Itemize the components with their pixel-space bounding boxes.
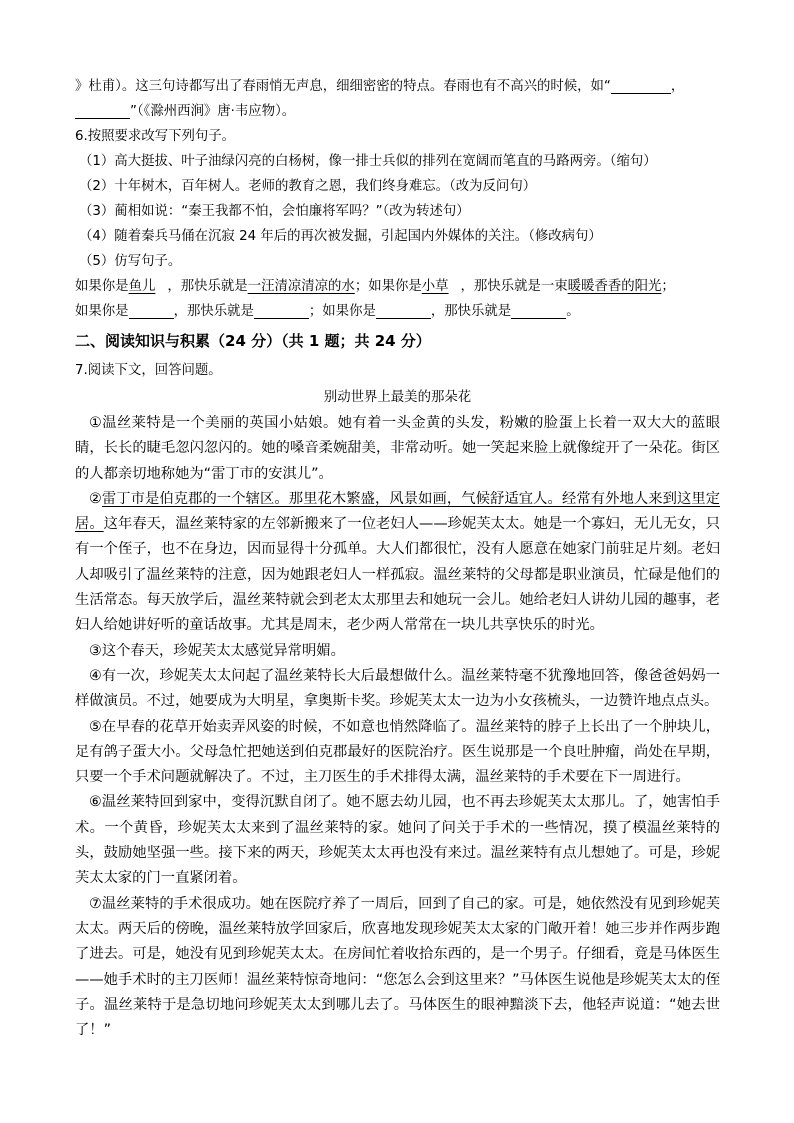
q6-title: 6.按照要求改写下列句子。	[75, 129, 236, 144]
fill-text: ，那快乐就是	[430, 304, 512, 319]
example-text: ，那快乐就是	[167, 279, 248, 294]
example-text: ；	[661, 279, 675, 294]
article-paragraph: ①温丝莱特是一个美丽的英国小姑娘。她有着一头金黄的头发，粉嫩的脸蛋上长着一双大大的蓝眼睛，长长的睫毛忽闪忽闪的。她的嗓音柔婉甜美，非常动听。她一笑起来脸上就像绽开了一朵花。街区的人都亲切地称她为“雷丁市的安淇儿”。	[75, 415, 720, 482]
q6-item-1: （1）高大挺拔、叶子油绿闪亮的白杨树，像一排士兵似的排列在宽阔而笔直的马路两旁。（缩句）	[79, 154, 657, 169]
fill-text: ；如果你是	[308, 304, 376, 319]
q6-item-3: （3）蔺相如说：“秦王我都不怕，会怕廉将军吗？”（改为转述句）	[79, 204, 470, 219]
answer-blank[interactable]	[511, 303, 566, 319]
article-paragraph: ④有一次，珍妮芙太太问起了温丝莱特长大后最想做什么。温丝莱特毫不犹豫地回答，像爸爸妈妈一样做演员。不过，她要成为大明星，拿奥斯卡奖。珍妮芙太太一边为小女孩梳头，一边赞许地点点头。	[75, 667, 720, 710]
article-paragraph: ⑥温丝莱特回到家中，变得沉默自闭了。她不愿去幼儿园，也不再去珍妮芙太太那儿。了，她害怕手术。一个黄昏，珍妮芙太太来到了温丝莱特的家。她问了问关于手术的一些情况，摸了模温丝莱特的头，鼓励她坚强一些。接下来的两天，珍妮芙太太再也没有来过。温丝莱特有点儿想她了。可是，珍妮芙太太家的门一直紧闭着。	[75, 794, 720, 887]
q6-item-5: （5）仿写句子。	[79, 254, 182, 269]
paragraph-text: 这年春天，温丝莱特家的左邻新搬来了一位老妇人——珍妮芙太太。她是一个寡妇，无儿无女，只有一个侄子，也不在身边，因而显得十分孤单。大人们都很忙，没有人愿意在她家门前驻足片刻。老妇人却吸引了温丝莱特的注意，因为她跟老妇人一样孤寂。温丝莱特的父母都是职业演员，忙碌是他们的生活常态。每天放学后，温丝莱特就会到老太太那里去和她玩一会儿。她给老妇人讲幼儿园的趣事，老妇人给她讲好听的童话故事。尤其是周末，老少两人常常在一块儿共享快乐的时光。	[75, 516, 720, 634]
example-underlined: 暖暖香香的阳光	[567, 279, 662, 294]
answer-blank[interactable]	[376, 303, 431, 319]
q6-item-2: （2）十年树木，百年树人。老师的教育之恩，我们终身难忘。（改为反问句）	[79, 179, 537, 194]
top-comma: ，	[670, 79, 685, 94]
top-line-1	[75, 74, 720, 99]
fill-text: 。	[566, 304, 580, 319]
answer-blank[interactable]	[611, 78, 671, 94]
document-page	[75, 74, 720, 1043]
article-body	[75, 411, 720, 1043]
example-text: ；如果你是	[354, 279, 422, 294]
article-paragraph: ⑦温丝莱特的手术很成功。她在医院疗养了一周后，回到了自己的家。可是，她依然没有见到珍妮芙太太。两天后的傍晚，温丝莱特放学回家后，欣喜地发现珍妮芙太太家的门敞开着！她三步并作两步跑了进去。可是，她没有见到珍妮芙太太。在房间忙着收拾东西的，是一个男子。仔细看，竟是马体医生——她手术时的主刀医师！温丝莱特惊奇地问：“您怎么会到这里来？”马体医生说他是珍妮芙太太的侄子。温丝莱特于是急切地问珍妮芙太太到哪儿去了。马体医生的眼神黯淡下去，他轻声说道：“她去世了！”	[75, 895, 720, 1039]
example-text: 如果你是	[75, 279, 129, 294]
article-paragraph: ⑤在早春的花草开始卖弄风姿的时候，不如意也悄然降临了。温丝莱特的脖子上长出了一个肿块儿，足有鸽子蛋大小。父母急忙把她送到伯克郡最好的医院治疗。医生说那是一个良吐肿瘤，尚处在早期，只要一个手术问题就解决了。不过，主刀医生的手术排得太满，温丝莱特的手术要在下一周进行。	[75, 718, 720, 786]
fill-text: ，那快乐就是	[173, 304, 254, 319]
paragraph-number: ②	[89, 490, 102, 507]
top-text-1: 》杜甫）。这三句诗都写出了春雨悄无声息，细细密密的特点。春雨也有不高兴的时候，如“	[75, 79, 611, 94]
fill-text: 如果你是	[75, 304, 129, 319]
example-underlined: 一汪清凉清凉的水	[247, 279, 355, 294]
example-underlined: 鱼儿	[128, 279, 156, 294]
top-text-2: ”（《滁州西涧》唐·韦应物）。	[130, 104, 296, 119]
q7-intro: 7.阅读下文，回答问题。	[75, 363, 222, 378]
q6-example-line	[75, 274, 720, 299]
article-title: 别动世界上最美的那朵花	[323, 390, 472, 405]
q6-fill-line	[75, 299, 720, 324]
top-line-2	[75, 99, 720, 124]
answer-blank[interactable]	[129, 303, 174, 319]
article-paragraph	[75, 487, 720, 639]
example-underlined: 小草	[421, 279, 449, 294]
answer-blank[interactable]	[254, 303, 309, 319]
answer-blank[interactable]	[75, 103, 130, 119]
underlined-sentence: 雷丁市是伯克郡的一个辖区。那里花木繁盛，风景如画，气候舒适宜人。经常有外地人来到这里定居。	[75, 490, 720, 533]
example-text: ，那快乐就是一束	[460, 279, 568, 294]
article-paragraph: ③这个春天，珍妮芙太太感觉异常明媚。	[89, 642, 345, 659]
section-heading: 二、阅读知识与积累（24 分）（共 1 题；共 24 分）	[75, 332, 431, 350]
q6-item-4: （4）随着秦兵马俑在沉寂 24 年后的再次被发掘，引起国内外媒体的关注。（修改病句）	[79, 229, 602, 244]
